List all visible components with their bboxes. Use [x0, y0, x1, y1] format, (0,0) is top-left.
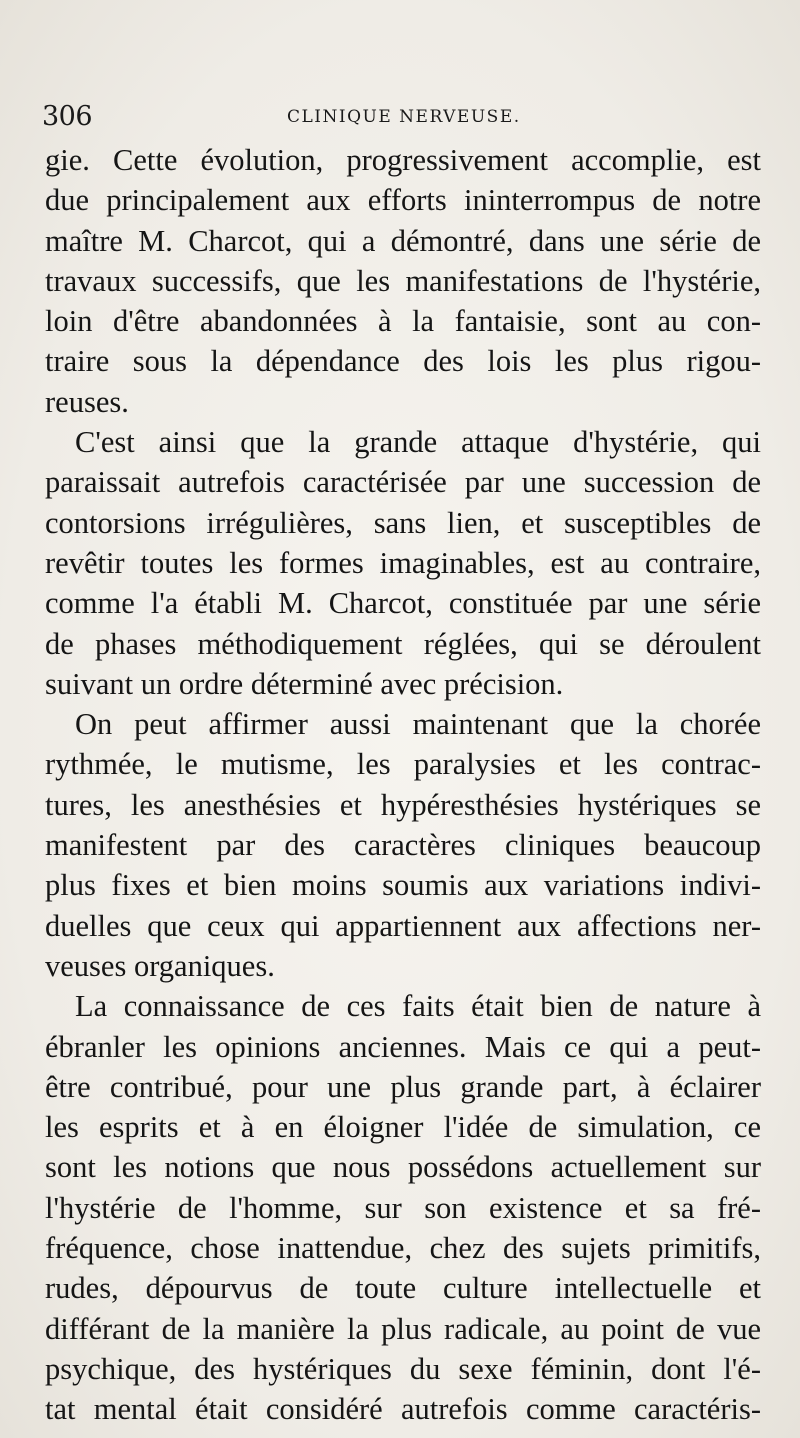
paragraph — [45, 704, 761, 986]
text-line: reuses. — [45, 384, 129, 419]
text-line: revêtir toutes les formes imaginables, est au contraire, — [45, 545, 761, 580]
text-line: sont les notions que nous possédons actuellement sur — [45, 1150, 761, 1185]
text-line: due principalement aux efforts ininterrompus de notre — [45, 183, 761, 218]
text-line: suivant un ordre déterminé avec précision. — [45, 666, 564, 701]
text-line: loin d'être abandonnées à la fantaisie, sont au con- — [45, 304, 761, 339]
text-line: La connaissance de ces faits était bien de nature à — [75, 989, 761, 1024]
running-head: CLINIQUE NERVEUSE. — [287, 107, 521, 127]
text-line: veuses organiques. — [45, 948, 275, 983]
text-line: différant de la manière la plus radicale, au point de vue — [45, 1311, 761, 1346]
text-line: de phases méthodiquement réglées, qui se déroulent — [45, 626, 761, 661]
paragraph — [45, 986, 761, 1429]
paragraph — [45, 140, 761, 422]
text-line: duelles que ceux qui appartiennent aux affections ner- — [45, 908, 761, 943]
page-header — [42, 95, 758, 135]
paragraph — [45, 422, 761, 704]
text-line: manifestent par des caractères cliniques beaucoup — [45, 828, 761, 863]
text-line: gie. Cette évolution, progressivement accomplie, est — [45, 143, 761, 177]
text-line: contorsions irrégulières, sans lien, et susceptibles de — [45, 505, 761, 540]
text-line: être contribué, pour une plus grande part, à éclairer — [45, 1069, 761, 1104]
text-line: travaux successifs, que les manifestations de l'hystérie, — [45, 263, 761, 298]
text-line: tures, les anesthésies et hypéresthésies hystériques se — [45, 787, 761, 822]
text-line: fréquence, chose inattendue, chez des sujets primitifs, — [45, 1231, 761, 1266]
text-line: paraissait autrefois caractérisée par une succession de — [45, 465, 761, 500]
text-line: maître M. Charcot, qui a démontré, dans une série de — [45, 223, 761, 258]
text-line: les esprits et à en éloigner l'idée de simulation, ce — [45, 1110, 761, 1145]
text-line: traire sous la dépendance des lois les plus rigou- — [45, 344, 761, 379]
page-number: 306 — [42, 101, 93, 132]
text-line: On peut affirmer aussi maintenant que la chorée — [75, 707, 761, 742]
text-line: rythmée, le mutisme, les paralysies et les contrac- — [45, 747, 761, 782]
text-line: rudes, dépourvus de toute culture intellectuelle et — [45, 1271, 761, 1306]
text-line: comme l'a établi M. Charcot, constituée par une série — [45, 586, 761, 621]
text-line: tat mental était considéré autrefois comme caractéris- — [45, 1392, 761, 1427]
text-line: ébranler les opinions anciennes. Mais ce qui a peut- — [45, 1029, 761, 1064]
text-line: psychique, des hystériques du sexe féminin, dont l'é- — [45, 1351, 761, 1386]
text-line: C'est ainsi que la grande attaque d'hystérie, qui — [75, 425, 761, 460]
text-line: l'hystérie de l'homme, sur son existence et sa fré- — [45, 1190, 761, 1225]
body-text — [45, 140, 761, 1430]
text-line: plus fixes et bien moins soumis aux variations indivi- — [45, 868, 761, 903]
